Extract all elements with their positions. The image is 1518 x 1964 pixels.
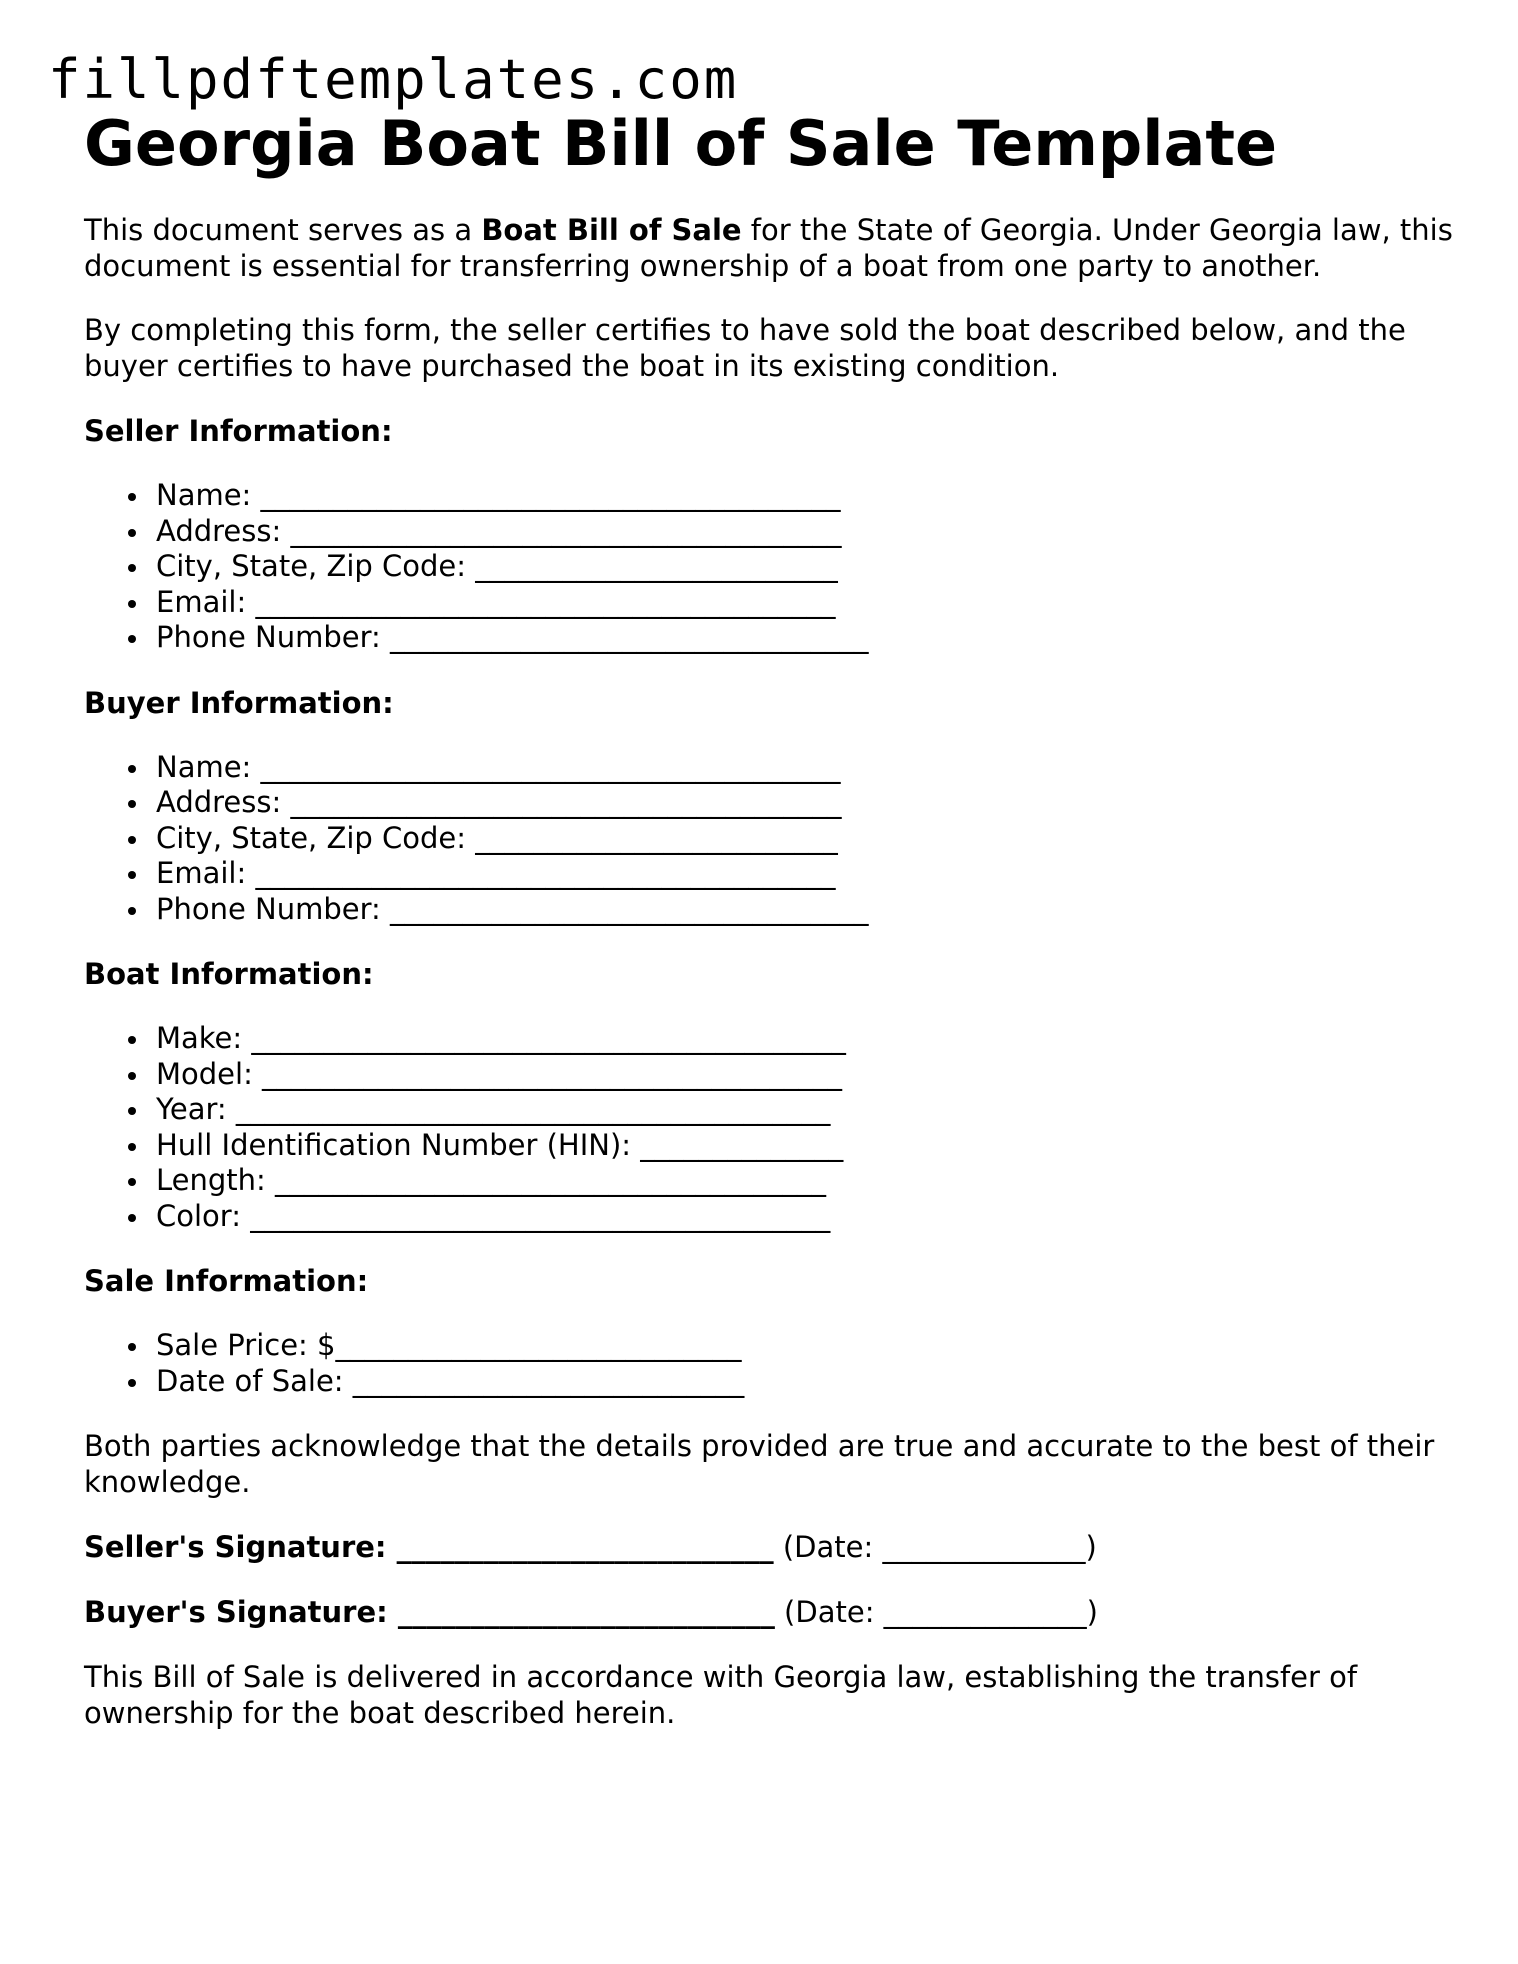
intro-bold-term: Boat Bill of Sale [481, 213, 742, 247]
boat-make-field[interactable]: Make: _________________________________________ [156, 1021, 1464, 1057]
buyer-phone-field[interactable]: Phone Number: _________________________________ [156, 892, 1464, 928]
intro-prefix: This document serves as a [84, 213, 482, 247]
boat-section-heading: Boat Information: [84, 957, 374, 991]
seller-email-field[interactable]: Email: ________________________________________ [156, 585, 1464, 621]
intro-paragraph-1 [84, 212, 1464, 284]
buyer-city-state-zip-field[interactable]: City, State, Zip Code: _________________________ [156, 821, 1464, 857]
sale-price-field[interactable]: Sale Price: $____________________________ [156, 1328, 1464, 1364]
intro-suffix: for the State of Georgia. Under Georgia law, this document is essential for transferring ownership of a boat from one party to another. [84, 213, 1453, 283]
buyer-section-heading: Buyer Information: [84, 685, 394, 720]
boat-hin-field[interactable]: Hull Identification Number (HIN): ______________ [156, 1128, 1464, 1164]
sale-fields-list [84, 1328, 1464, 1399]
intro-paragraph-2: By completing this form, the seller certifies to have sold the boat described below, and the buyer certifies to have purchased the boat in its existing condition. [84, 313, 1406, 383]
seller-address-field[interactable]: Address: ______________________________________ [156, 514, 1464, 550]
closing-paragraph: This Bill of Sale is delivered in accordance with Georgia law, establishing the transfer of ownership for the boat described herein. [84, 1660, 1358, 1730]
boat-year-field[interactable]: Year: _________________________________________ [156, 1092, 1464, 1128]
acknowledgement-paragraph: Both parties acknowledge that the details provided are true and accurate to the best of their knowledge. [84, 1429, 1435, 1499]
watermark: fillpdftemplates.com [48, 48, 739, 111]
buyer-signature-line[interactable] [84, 1594, 1464, 1630]
boat-color-field[interactable]: Color: ________________________________________ [156, 1199, 1464, 1235]
seller-signature-date[interactable]: (Date: ______________) [773, 1530, 1097, 1564]
sale-date-field[interactable]: Date of Sale: ___________________________ [156, 1364, 1464, 1400]
seller-signature-label: Seller's Signature: __________________________ [84, 1530, 774, 1564]
document-title: Georgia Boat Bill of Sale Template [84, 107, 1278, 180]
boat-model-field[interactable]: Model: ________________________________________ [156, 1057, 1464, 1093]
document-body [84, 104, 1464, 1731]
buyer-signature-label: Buyer's Signature: __________________________ [84, 1595, 775, 1629]
buyer-signature-date[interactable]: (Date: ______________) [774, 1595, 1098, 1629]
seller-city-state-zip-field[interactable]: City, State, Zip Code: _________________________ [156, 549, 1464, 585]
boat-fields-list [84, 1021, 1464, 1234]
buyer-name-field[interactable]: Name: ________________________________________ [156, 750, 1464, 786]
seller-fields-list [84, 478, 1464, 656]
seller-phone-field[interactable]: Phone Number: _________________________________ [156, 620, 1464, 656]
boat-length-field[interactable]: Length: ______________________________________ [156, 1163, 1464, 1199]
sale-section-heading: Sale Information: [84, 1264, 369, 1298]
seller-section-heading: Seller Information: [84, 414, 393, 448]
buyer-address-field[interactable]: Address: ______________________________________ [156, 785, 1464, 821]
buyer-email-field[interactable]: Email: ________________________________________ [156, 856, 1464, 892]
buyer-fields-list [84, 750, 1464, 928]
seller-name-field[interactable]: Name: ________________________________________ [156, 478, 1464, 514]
seller-signature-line[interactable] [84, 1529, 1464, 1565]
